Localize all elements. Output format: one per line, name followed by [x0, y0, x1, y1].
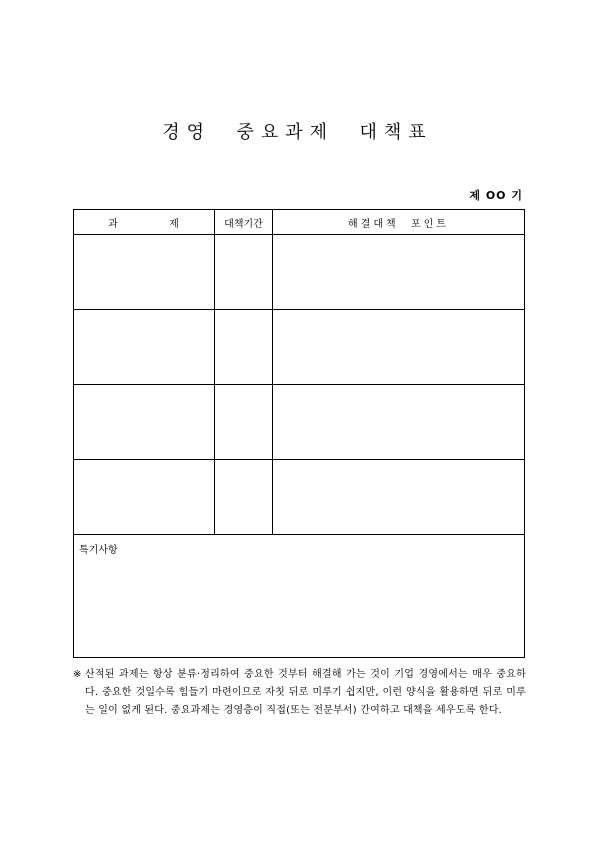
- header-period: 대책기간: [215, 210, 273, 235]
- table-header-row: [74, 210, 525, 235]
- period-cell[interactable]: [215, 460, 273, 535]
- task-plan-table: [73, 209, 525, 658]
- task-cell[interactable]: [74, 385, 215, 460]
- period-cell[interactable]: [215, 385, 273, 460]
- footnote: [73, 666, 526, 720]
- header-solution: 해결대책 포인트: [273, 210, 525, 235]
- page-title: 경영 중요과제 대책표: [162, 122, 433, 143]
- task-cell[interactable]: [74, 310, 215, 385]
- task-cell[interactable]: [74, 235, 215, 310]
- notes-row: [74, 535, 525, 658]
- task-cell[interactable]: [74, 460, 215, 535]
- header-task: 과 제: [74, 210, 215, 235]
- period-cell[interactable]: [215, 235, 273, 310]
- period-label: 제 OO 기: [469, 189, 523, 202]
- solution-cell[interactable]: [273, 310, 525, 385]
- table-row: [74, 460, 525, 535]
- notes-cell[interactable]: [74, 535, 525, 658]
- notes-label: 특기사항: [79, 545, 118, 556]
- period-cell[interactable]: [215, 310, 273, 385]
- table-row: [74, 385, 525, 460]
- solution-cell[interactable]: [273, 235, 525, 310]
- solution-cell[interactable]: [273, 460, 525, 535]
- solution-cell[interactable]: [273, 385, 525, 460]
- footnote-mark: ※: [73, 669, 82, 680]
- footnote-text: 산적된 과제는 항상 분류·정리하여 중요한 것부터 해결해 가는 것이 기업 경영에서는 매우 중요하다. 중요한 것일수록 힘들기 마련이므로 자칫 뒤로 미루기 쉽지만, 이런 양식을 활용하면 뒤로 미루는 일이 없게 된다. 중요과제는 경영층이 직접(또는 전문부서) 간여하고 대책을 세우도록 한다.: [85, 669, 526, 716]
- table-row: [74, 235, 525, 310]
- table-row: [74, 310, 525, 385]
